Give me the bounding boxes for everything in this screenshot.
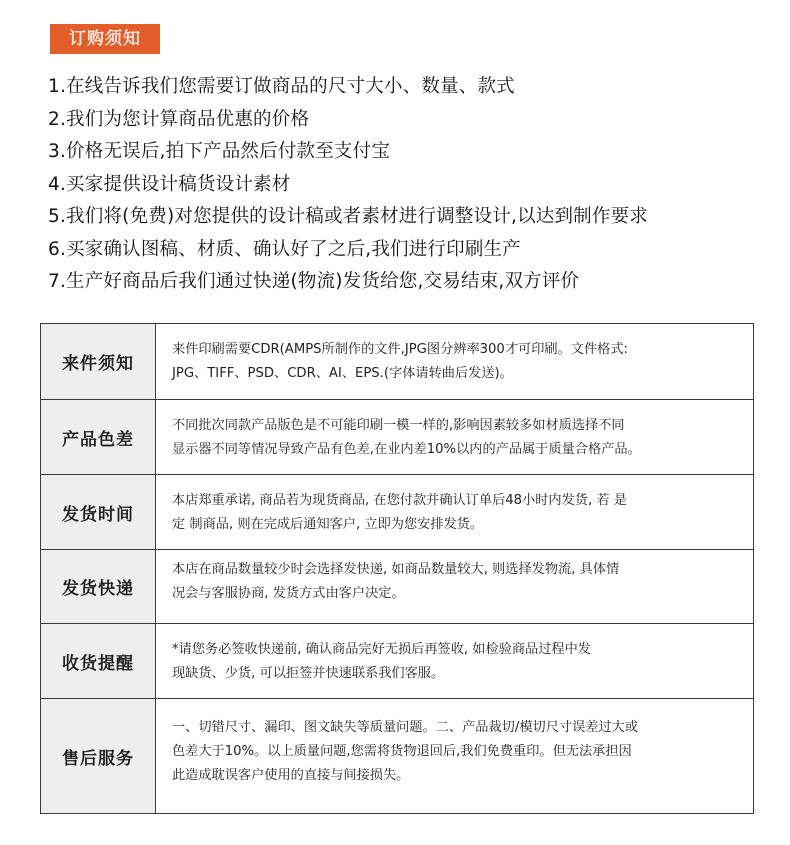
row-text-line: 显示器不同等情况导致产品有色差,在业内差10%以内的产品属于质量合格产品。: [172, 442, 641, 457]
table-row-receiving-reminder: [41, 623, 753, 698]
row-label: 售后服务: [41, 699, 156, 813]
row-text-line: 本店在商品数量较少时会选择发快递, 如商品数量较大, 则选择发物流, 具体情: [172, 562, 620, 577]
row-text-line: 本店郑重承诺, 商品若为现货商品, 在您付款并确认订单后48小时内发货, 若 是: [172, 493, 627, 508]
step-item: 7.生产好商品后我们通过快递(物流)发货给您,交易结束,双方评价: [48, 271, 580, 292]
order-notice-badge: 订购须知: [50, 24, 160, 54]
row-label: 来件须知: [41, 324, 156, 399]
row-content: [156, 699, 753, 813]
row-text-line: JPG、TIFF、PSD、CDR、AI、EPS.(字体请转曲后发送)。: [172, 366, 513, 381]
table-row-color-difference: [41, 399, 753, 474]
row-content: [156, 400, 753, 474]
table-row-after-sales: [41, 698, 753, 813]
row-text-line: 色差大于10%。以上质量问题,您需将货物退回后,我们免费重印。但无法承担因: [172, 744, 632, 759]
row-text-line: *请您务必签收快递前, 确认商品完好无损后再签收, 如检验商品过程中发: [172, 642, 591, 657]
step-item: 1.在线告诉我们您需要订做商品的尺寸大小、数量、款式: [48, 76, 515, 97]
row-label: 产品色差: [41, 400, 156, 474]
row-label: 发货时间: [41, 475, 156, 549]
row-content: [156, 475, 753, 549]
step-item: 3.价格无误后,拍下产品然后付款至支付宝: [48, 141, 391, 162]
table-row-shipping-time: [41, 474, 753, 549]
order-steps-list: [48, 71, 768, 299]
table-row-file-requirements: [41, 324, 753, 399]
row-text-line: 此造成耽误客户使用的直接与间接损失。: [172, 768, 410, 783]
step-item: 6.买家确认图稿、材质、确认好了之后,我们进行印刷生产: [48, 238, 521, 260]
row-text-line: 现缺货、少货, 可以拒签并快速联系我们客服。: [172, 666, 445, 681]
row-label: 发货快递: [41, 550, 156, 623]
row-content: [156, 324, 753, 399]
step-item: 4.买家提供设计稿货设计素材: [48, 173, 291, 195]
row-text-line: 定 制商品, 则在完成后通知客户, 立即为您安排发货。: [172, 517, 484, 532]
policy-table: [40, 323, 754, 814]
row-text-line: 不同批次同款产品版色是不可能印刷一模一样的,影响因素较多如材质选择不同: [172, 418, 625, 433]
step-item: 5.我们将(免费)对您提供的设计稿或者素材进行调整设计,以达到制作要求: [48, 206, 648, 227]
row-text-line: 来件印刷需要CDR(AMPS所制作的文件,JPG图分辨率300才可印刷。文件格式:: [172, 342, 628, 357]
row-text-line: 一、切错尺寸、漏印、图文缺失等质量问题。二、产品裁切/模切尺寸误差过大或: [172, 720, 639, 735]
row-content: [156, 624, 753, 698]
step-item: 2.我们为您计算商品优惠的价格: [48, 108, 310, 130]
row-content: [156, 550, 753, 623]
row-text-line: 况会与客服协商, 发货方式由客户决定。: [172, 586, 405, 601]
table-row-shipping-method: [41, 549, 753, 623]
row-label: 收货提醒: [41, 624, 156, 698]
